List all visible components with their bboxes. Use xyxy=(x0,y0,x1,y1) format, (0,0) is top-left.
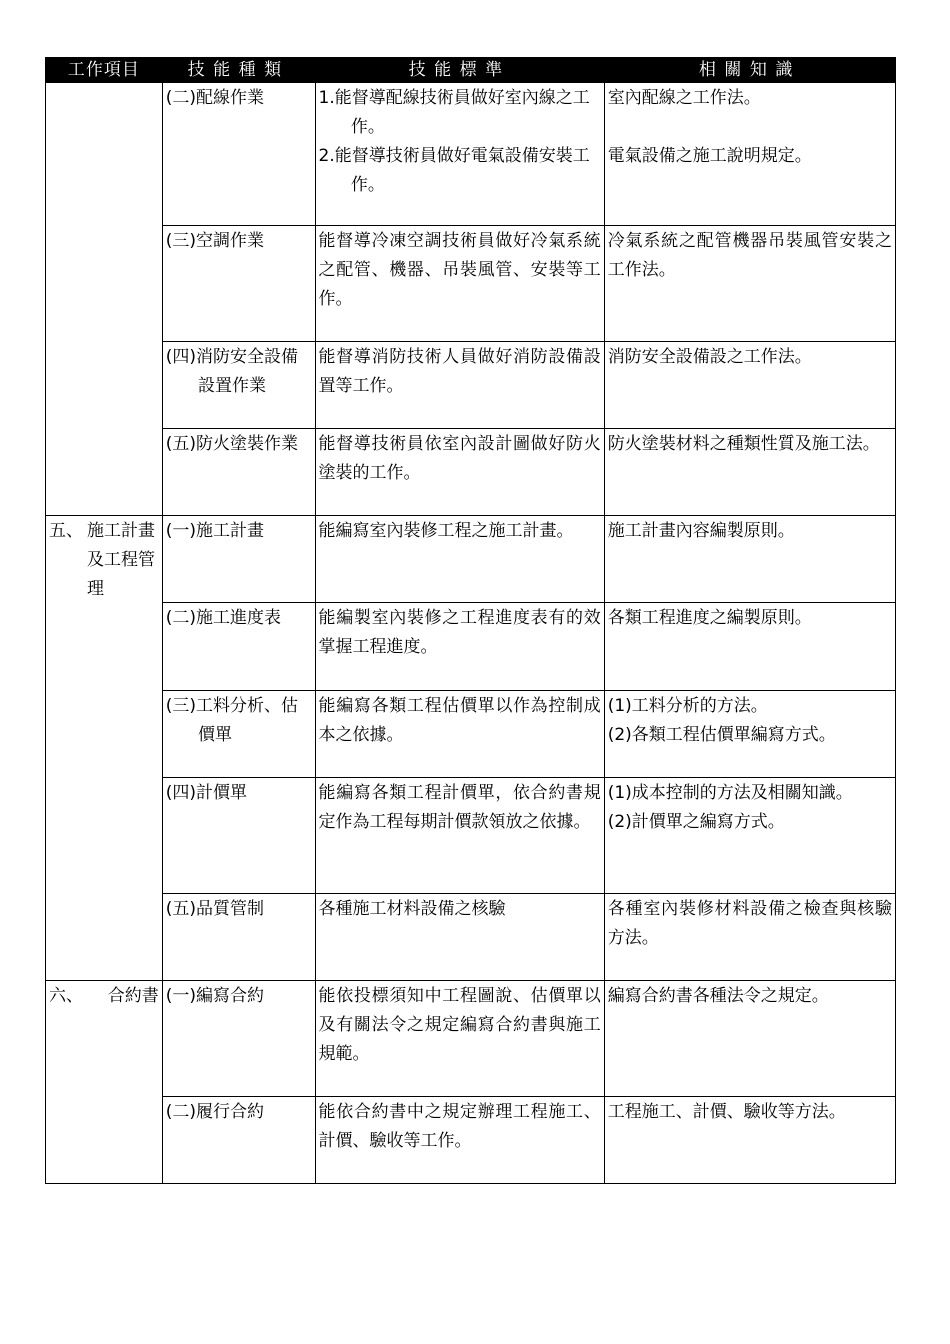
table-row xyxy=(46,603,896,690)
standard-cell: 各種施工材料設備之核驗 xyxy=(315,893,604,980)
table-row xyxy=(46,342,896,429)
standard-cell: 能督導消防技術人員做好消防設備設置等工作。 xyxy=(315,342,604,429)
header-skill-standard: 技能標準 xyxy=(315,58,604,83)
standard-cell: 能編製室內裝修之工程進度表有的效掌握工程進度。 xyxy=(315,603,604,690)
standard-cell: 能編寫室內裝修工程之施工計畫。 xyxy=(315,516,604,603)
standard-cell: 能依投標須知中工程圖說、估價單以及有關法令之規定編寫合約書與施工規範。 xyxy=(315,980,604,1096)
work-item-title: 施工計畫及工程管理 xyxy=(87,521,155,600)
table-row xyxy=(46,429,896,516)
header-related-knowledge: 相關知識 xyxy=(604,58,895,83)
skill-standards-table xyxy=(45,57,896,1184)
skill-text: (四)消防安全設備設置作業 xyxy=(165,347,298,397)
skill-cell: (四)計價單 xyxy=(162,777,315,893)
work-item-title-text: 合約書 xyxy=(107,985,159,1006)
table-row xyxy=(46,83,896,226)
knowledge-cell: 各種室內裝修材料設備之檢查與核驗方法。 xyxy=(604,893,895,980)
skill-cell: (一)編寫合約 xyxy=(162,980,315,1096)
table-row xyxy=(46,226,896,342)
skill-cell: (三)空調作業 xyxy=(162,226,315,342)
knowledge-cell: 消防安全設備設之工作法。 xyxy=(604,342,895,429)
work-item-cell xyxy=(46,516,163,980)
knowledge-line: (1)工料分析的方法。 xyxy=(607,695,768,716)
standard-cell: 能督導冷凍空調技術員做好冷氣系統之配管、機器、吊裝風管、安裝等工作。 xyxy=(315,226,604,342)
knowledge-cell: 防火塗裝材料之種類性質及施工法。 xyxy=(604,429,895,516)
standard-cell xyxy=(315,83,604,226)
table-row xyxy=(46,1096,896,1183)
work-item-cell xyxy=(46,980,163,1183)
skill-cell xyxy=(162,690,315,777)
table-header-row xyxy=(46,58,896,83)
standard-cell: 能依合約書中之規定辦理工程施工、計價、驗收等工作。 xyxy=(315,1096,604,1183)
knowledge-line: 電氣設備之施工說明規定。 xyxy=(607,146,812,166)
table-row xyxy=(46,777,896,893)
knowledge-cell: 編寫合約書各種法令之規定。 xyxy=(604,980,895,1096)
table-row xyxy=(46,893,896,980)
work-item-cell xyxy=(46,83,163,516)
header-skill-type: 技能種類 xyxy=(162,58,315,83)
knowledge-cell: 工程施工、計價、驗收等方法。 xyxy=(604,1096,895,1183)
skill-cell: (一)施工計畫 xyxy=(162,516,315,603)
standard-line: 2.能督導技術員做好電氣設備安裝工作。 xyxy=(318,146,590,195)
knowledge-line: 室內配線之工作法。 xyxy=(607,88,761,108)
knowledge-line: (2)計價單之編寫方式。 xyxy=(607,811,785,832)
knowledge-line: (2)各類工程估價單編寫方式。 xyxy=(607,724,836,745)
skill-cell: (二)履行合約 xyxy=(162,1096,315,1183)
knowledge-line: (1)成本控制的方法及相關知識。 xyxy=(607,782,853,803)
knowledge-cell: 施工計畫內容編製原則。 xyxy=(604,516,895,603)
knowledge-cell: 各類工程進度之編製原則。 xyxy=(604,603,895,690)
knowledge-cell xyxy=(604,690,895,777)
table-row xyxy=(46,516,896,603)
table-row xyxy=(46,980,896,1096)
skill-cell: (五)品質管制 xyxy=(162,893,315,980)
header-work-item: 工作項目 xyxy=(46,58,163,83)
knowledge-cell: 冷氣系統之配管機器吊裝風管安裝之工作法。 xyxy=(604,226,895,342)
knowledge-cell xyxy=(604,777,895,893)
skill-cell: (五)防火塗裝作業 xyxy=(162,429,315,516)
standard-cell: 能編寫各類工程計價單，依合約書規定作為工程每期計價款領放之依據。 xyxy=(315,777,604,893)
table-row xyxy=(46,690,896,777)
skill-text: (三)工料分析、估價單 xyxy=(165,695,298,745)
work-item-number: 六、 xyxy=(49,985,83,1006)
skill-cell: (二)配線作業 xyxy=(162,83,315,226)
skill-cell xyxy=(162,342,315,429)
standard-cell: 能編寫各類工程估價單以作為控制成本之依據。 xyxy=(315,690,604,777)
standard-cell: 能督導技術員依室內設計圖做好防火塗裝的工作。 xyxy=(315,429,604,516)
work-item-number: 五、 xyxy=(49,521,83,542)
skill-cell: (二)施工進度表 xyxy=(162,603,315,690)
standard-line: 1.能督導配線技術員做好室內線之工作。 xyxy=(318,88,590,137)
knowledge-cell xyxy=(604,83,895,226)
